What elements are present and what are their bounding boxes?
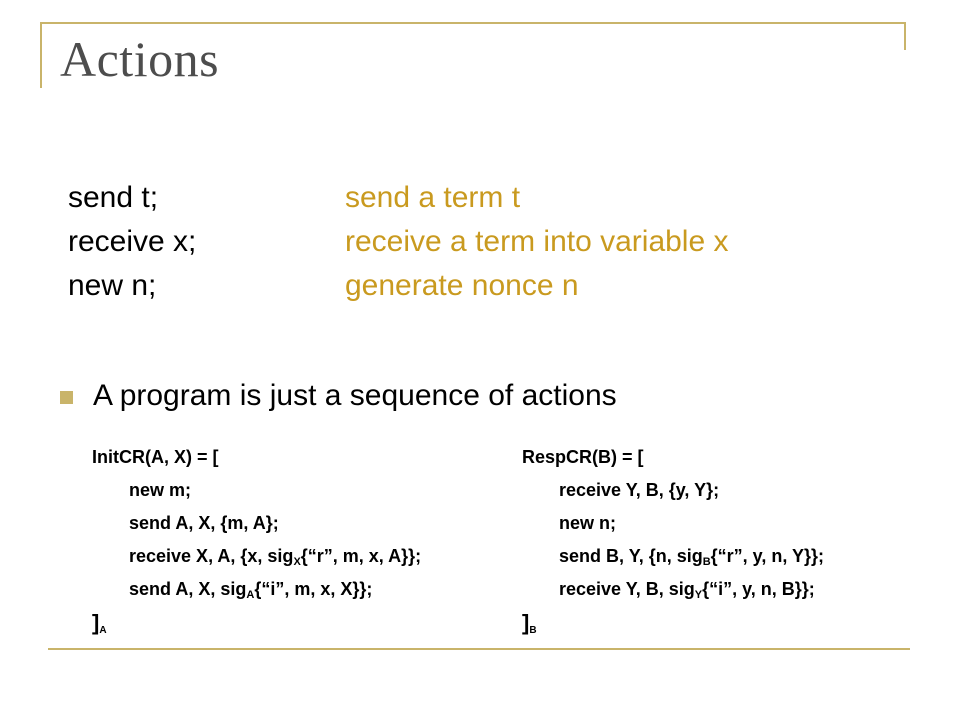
program-header: InitCR(A, X) = [ bbox=[92, 447, 219, 467]
program-line: receive Y, B, {y, Y}; bbox=[559, 480, 720, 500]
program-line: send B, Y, {n, sig$_B${“r”, y, n, Y}}; bbox=[559, 546, 825, 568]
program-line: receive Y, B, sig$_Y${“i”, y, n, B}}; bbox=[559, 579, 815, 601]
action-description: send a term t bbox=[345, 181, 521, 214]
bullet-text: A program is just a sequence of actions bbox=[93, 379, 617, 412]
action-description: generate nonce n bbox=[345, 269, 579, 302]
action-description: receive a term into variable x bbox=[345, 225, 729, 258]
program-header: RespCR(B) = [ bbox=[522, 447, 644, 467]
slide-title: Actions bbox=[60, 31, 220, 87]
program-close: ]$_B$ bbox=[522, 610, 537, 636]
action-command: send t; bbox=[68, 181, 159, 214]
action-command: new n; bbox=[68, 269, 157, 302]
program-line: new n; bbox=[559, 513, 616, 533]
program-close: ]$_A$ bbox=[92, 610, 107, 636]
program-line: new m; bbox=[129, 480, 192, 500]
square-bullet-icon bbox=[60, 391, 73, 404]
program-initcr bbox=[92, 441, 421, 639]
program-line: send A, X, {m, A}; bbox=[129, 513, 279, 533]
bottom-rule bbox=[48, 648, 910, 650]
program-respcr bbox=[522, 441, 824, 639]
right-rule bbox=[904, 22, 906, 50]
top-rule bbox=[42, 22, 904, 24]
program-line: receive X, A, {x, sig$_X${“r”, m, x, A}}; bbox=[129, 546, 422, 568]
action-command: receive x; bbox=[68, 225, 197, 258]
program-line: send A, X, sig$_A${“i”, m, x, X}}; bbox=[129, 579, 373, 601]
left-rule bbox=[40, 22, 42, 88]
